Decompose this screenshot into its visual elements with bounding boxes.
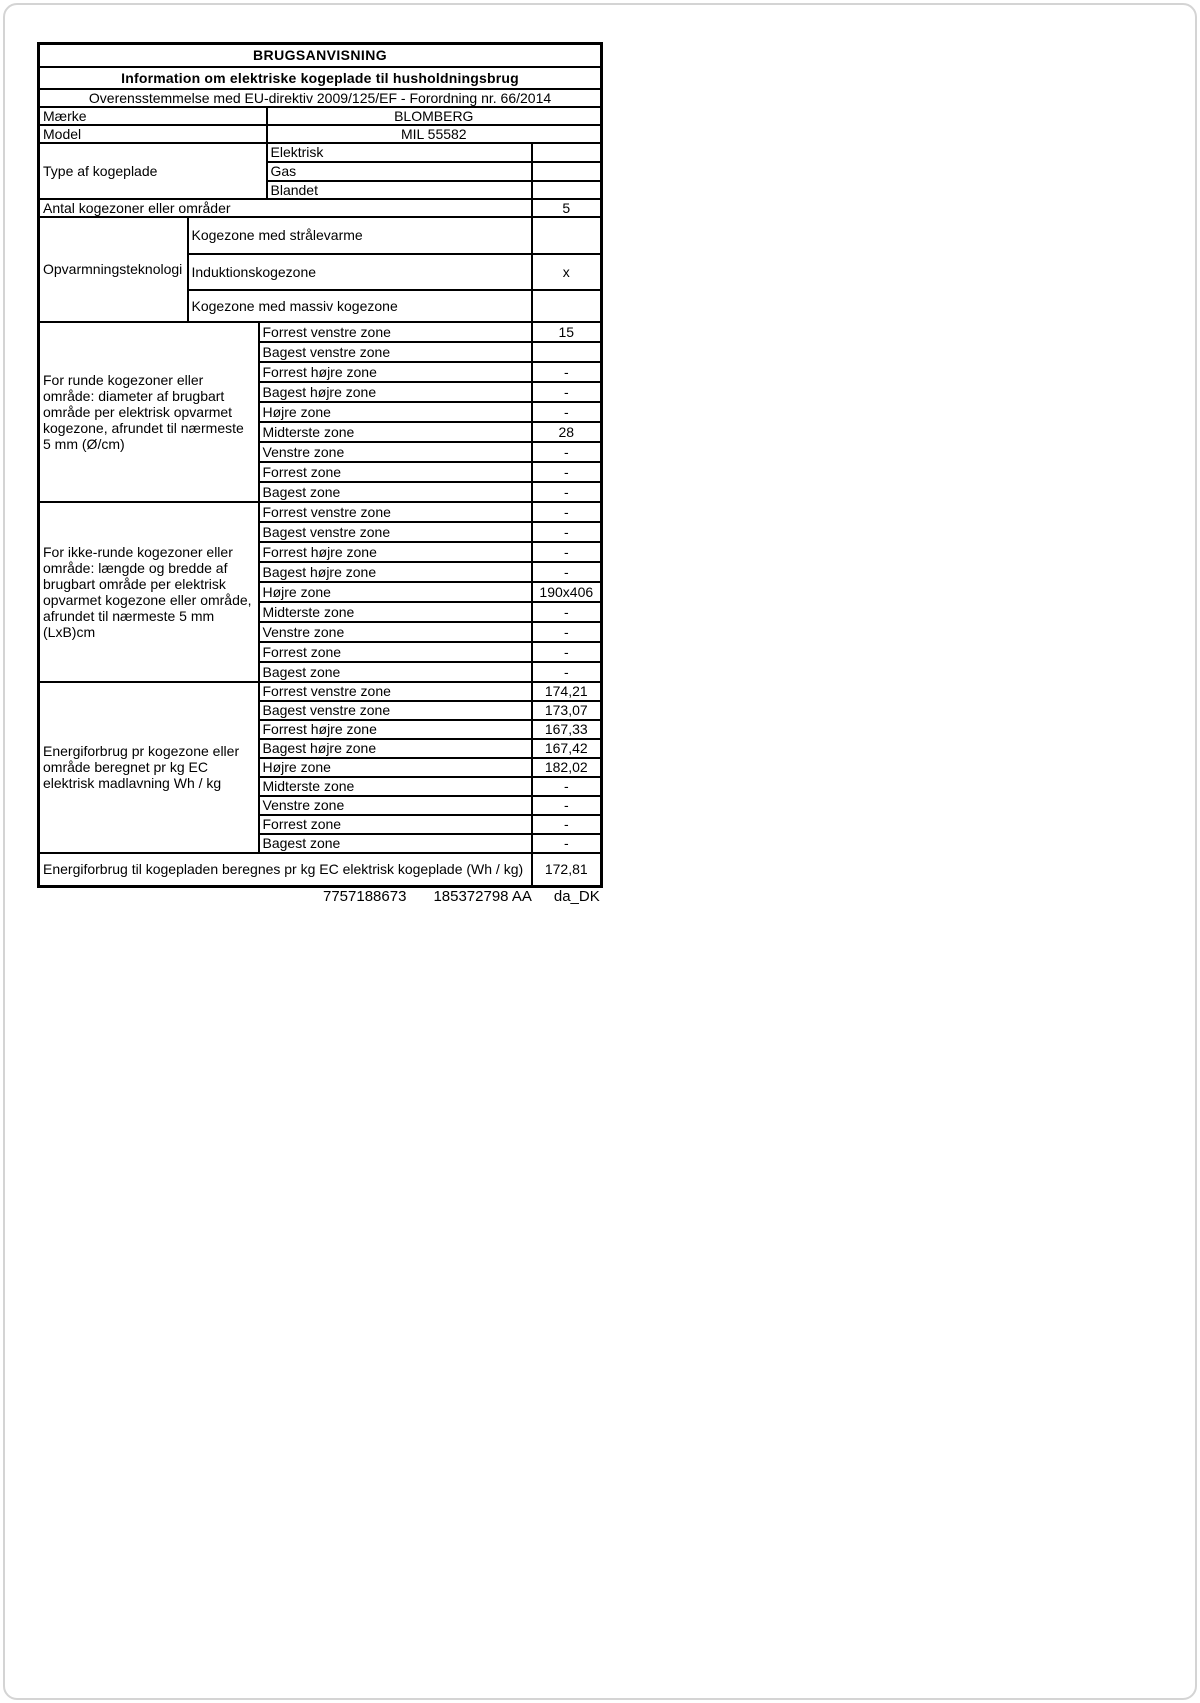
footer-doc-number: 7757188673 xyxy=(323,888,407,905)
zone-row-value: - xyxy=(532,542,602,562)
zone-row-value: - xyxy=(532,777,602,796)
round-zones-description: For runde kogezoner eller område: diameter af brugbart område per elektrisk opvarmet kogezone, afrundet til nærmeste 5 mm (Ø/cm) xyxy=(39,322,259,502)
zone-row-label: Bagest zone xyxy=(259,482,532,502)
zone-row-value: - xyxy=(532,602,602,622)
product-fiche-table xyxy=(37,42,603,888)
doc-directive: Overensstemmelse med EU-direktiv 2009/125/EF - Forordning nr. 66/2014 xyxy=(39,89,602,107)
heating-option-label: Kogezone med strålevarme xyxy=(188,217,532,254)
hob-type-option-label: Blandet xyxy=(267,181,532,199)
zone-row-label: Venstre zone xyxy=(259,442,532,462)
hob-type-option-label: Gas xyxy=(267,162,532,181)
zone-row-label: Midterste zone xyxy=(259,602,532,622)
zone-row-label: Bagest venstre zone xyxy=(259,342,532,362)
zone-row-value: 28 xyxy=(532,422,602,442)
zone-row-label: Bagest højre zone xyxy=(259,739,532,758)
heating-option-label: Kogezone med massiv kogezone xyxy=(188,290,532,322)
footer-reference: 185372798 AA xyxy=(433,888,532,905)
hob-type-option-value xyxy=(532,143,602,162)
zone-row-value: 15 xyxy=(532,322,602,342)
zones-count-value: 5 xyxy=(532,199,602,217)
zone-row-value: - xyxy=(532,462,602,482)
zone-row-value: 182,02 xyxy=(532,758,602,777)
brand-label: Mærke xyxy=(39,107,267,125)
zone-row-label: Midterste zone xyxy=(259,777,532,796)
model-value: MIL 55582 xyxy=(267,125,602,143)
zone-row-label: Bagest venstre zone xyxy=(259,701,532,720)
doc-subtitle: Information om elektriske kogeplade til husholdningsbrug xyxy=(39,67,602,89)
zone-row-label: Højre zone xyxy=(259,758,532,777)
zone-row-value: - xyxy=(532,362,602,382)
zone-row-label: Forrest zone xyxy=(259,815,532,834)
zone-row-label: Midterste zone xyxy=(259,422,532,442)
zone-row-value: - xyxy=(532,815,602,834)
zone-row-value: 167,42 xyxy=(532,739,602,758)
heating-option-value: x xyxy=(532,254,602,290)
hob-type-option-label: Elektrisk xyxy=(267,143,532,162)
zone-row-value: 167,33 xyxy=(532,720,602,739)
heating-option-value xyxy=(532,217,602,254)
zone-row-label: Forrest venstre zone xyxy=(259,682,532,701)
zone-row-value: - xyxy=(532,402,602,422)
zone-row-label: Venstre zone xyxy=(259,796,532,815)
hob-type-option-value xyxy=(532,181,602,199)
brand-value: BLOMBERG xyxy=(267,107,602,125)
zone-row-label: Højre zone xyxy=(259,582,532,602)
zone-row-label: Forrest zone xyxy=(259,642,532,662)
zone-row-label: Forrest højre zone xyxy=(259,362,532,382)
document-footer xyxy=(323,888,600,906)
zone-row-label: Forrest zone xyxy=(259,462,532,482)
non-round-zones-description: For ikke-runde kogezoner eller område: længde og bredde af brugbart område per elektrisk opvarmet kogezone eller område, afrundet til nærmeste 5 mm (LxB)cm xyxy=(39,502,259,682)
zone-row-label: Forrest venstre zone xyxy=(259,502,532,522)
footer-language-code: da_DK xyxy=(553,888,600,905)
zone-row-label: Bagest zone xyxy=(259,834,532,853)
model-label: Model xyxy=(39,125,267,143)
zone-row-value: - xyxy=(532,522,602,542)
zone-row-value: - xyxy=(532,662,602,682)
zone-row-label: Bagest venstre zone xyxy=(259,522,532,542)
zone-row-value: - xyxy=(532,482,602,502)
zone-row-value: 173,07 xyxy=(532,701,602,720)
zone-row-value: - xyxy=(532,642,602,662)
zone-row-value: - xyxy=(532,562,602,582)
zone-row-value: - xyxy=(532,382,602,402)
zone-row-label: Bagest højre zone xyxy=(259,562,532,582)
zone-row-label: Bagest zone xyxy=(259,662,532,682)
doc-title: BRUGSANVISNING xyxy=(39,44,602,67)
zone-row-value: 174,21 xyxy=(532,682,602,701)
zone-row-label: Forrest højre zone xyxy=(259,542,532,562)
zone-row-label: Bagest højre zone xyxy=(259,382,532,402)
zone-row-label: Forrest venstre zone xyxy=(259,322,532,342)
zone-row-value: - xyxy=(532,796,602,815)
zone-row-value: - xyxy=(532,502,602,522)
zones-count-label: Antal kogezoner eller områder xyxy=(39,199,532,217)
energy-total-label: Energiforbrug til kogepladen beregnes pr kg EC elektrisk kogeplade (Wh / kg) xyxy=(39,853,532,887)
zone-row-value: 190x406 xyxy=(532,582,602,602)
heating-option-value xyxy=(532,290,602,322)
heating-technology-label: Opvarmningsteknologi xyxy=(39,217,188,322)
zone-row-value: - xyxy=(532,834,602,853)
heating-option-label: Induktionskogezone xyxy=(188,254,532,290)
zone-row-value: - xyxy=(532,442,602,462)
energy-total-value: 172,81 xyxy=(532,853,602,887)
hob-type-option-value xyxy=(532,162,602,181)
zone-row-label: Venstre zone xyxy=(259,622,532,642)
zone-row-label: Forrest højre zone xyxy=(259,720,532,739)
zone-row-label: Højre zone xyxy=(259,402,532,422)
zone-row-value xyxy=(532,342,602,362)
zone-row-value: - xyxy=(532,622,602,642)
energy-per-zone-description: Energiforbrug pr kogezone eller område beregnet pr kg EC elektrisk madlavning Wh / kg xyxy=(39,682,259,853)
hob-type-label: Type af kogeplade xyxy=(39,143,267,199)
